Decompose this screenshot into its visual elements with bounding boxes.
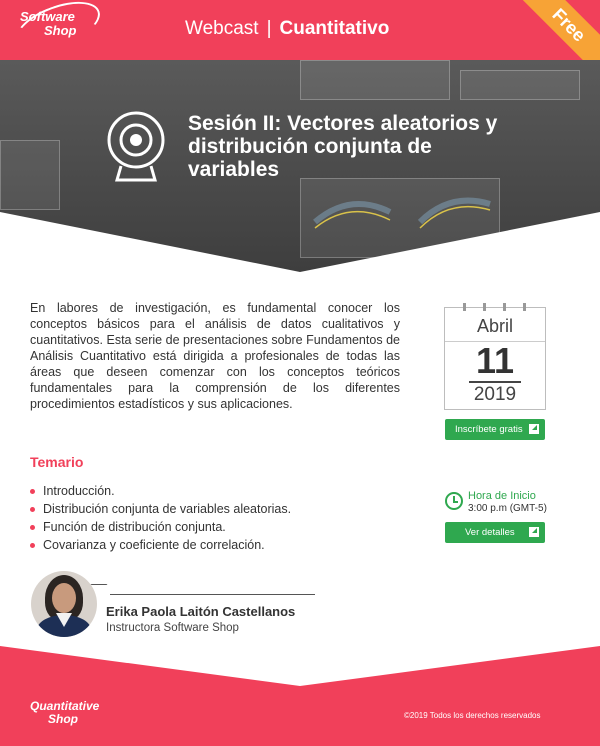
temario-heading: Temario	[30, 454, 84, 470]
calendar-month: Abril	[476, 316, 513, 336]
footer-band	[0, 646, 600, 746]
header-title-left: Webcast	[185, 18, 259, 39]
software-shop-logo[interactable]	[20, 10, 77, 38]
header-title	[185, 18, 389, 40]
start-time-value: 3:00 p.m (GMT-5)	[468, 503, 547, 514]
temario-item: Introducción.	[30, 482, 291, 500]
start-time-label: Hora de Inicio	[468, 490, 536, 502]
session-title: Sesión II: Vectores aleatorios y distribución conjunta de variables	[188, 112, 498, 181]
details-button[interactable]	[445, 522, 545, 543]
register-button[interactable]	[445, 419, 545, 440]
temario-item: Covarianza y coeficiente de correlación.	[30, 536, 291, 554]
footer-logo-line-1: Quantitative	[30, 699, 100, 713]
logo-line-2: Shop	[44, 23, 77, 38]
header-separator: |	[266, 18, 272, 39]
intro-paragraph: En labores de investigación, es fundamental conocer los conceptos básicos para el análisis de datos cualitativos y cuantitativos. Esta serie de presentaciones sobre Fundamentos de Análisis Cuantitativo está dirigida a profesionales de todas las áreas que deseen comenzar con los conceptos teóricos fundamentales para la comprensión de los diferentes procedimientos estadísticos y sus aplicaciones.	[30, 301, 400, 411]
instructor-divider	[110, 594, 315, 595]
calendar-day: 11	[475, 340, 515, 381]
clock-icon	[445, 492, 463, 510]
temario-list	[30, 482, 291, 554]
details-button-label: Ver detalles	[465, 527, 515, 538]
instructor-role: Instructora Software Shop	[106, 622, 239, 634]
footer-logo-line-2: Shop	[48, 712, 78, 726]
calendar-rings-icon	[445, 303, 545, 311]
hero-bottom-cut	[0, 212, 600, 272]
avatar-face	[52, 583, 76, 613]
logo-line-1: Software	[20, 9, 75, 24]
quantitative-shop-logo[interactable]	[30, 700, 99, 726]
webcam-icon	[103, 110, 169, 186]
external-link-icon	[529, 527, 539, 537]
external-link-icon	[529, 424, 539, 434]
calendar-card	[444, 307, 546, 410]
instructor-avatar	[31, 571, 97, 637]
free-badge: Free	[512, 0, 600, 60]
hero-banner	[0, 60, 600, 272]
header-bar	[0, 0, 600, 60]
temario-item: Distribución conjunta de variables aleatorias.	[30, 500, 291, 518]
instructor-name: Erika Paola Laitón Castellanos	[106, 604, 296, 619]
calendar-year: 2019	[473, 384, 517, 405]
calendar-underline	[469, 381, 521, 383]
register-button-label: Inscríbete gratis	[455, 424, 523, 435]
temario-item: Función de distribución conjunta.	[30, 518, 291, 536]
copyright-text: ©2019 Todos los derechos reservados	[404, 711, 541, 720]
header-title-right: Cuantitativo	[279, 18, 390, 39]
